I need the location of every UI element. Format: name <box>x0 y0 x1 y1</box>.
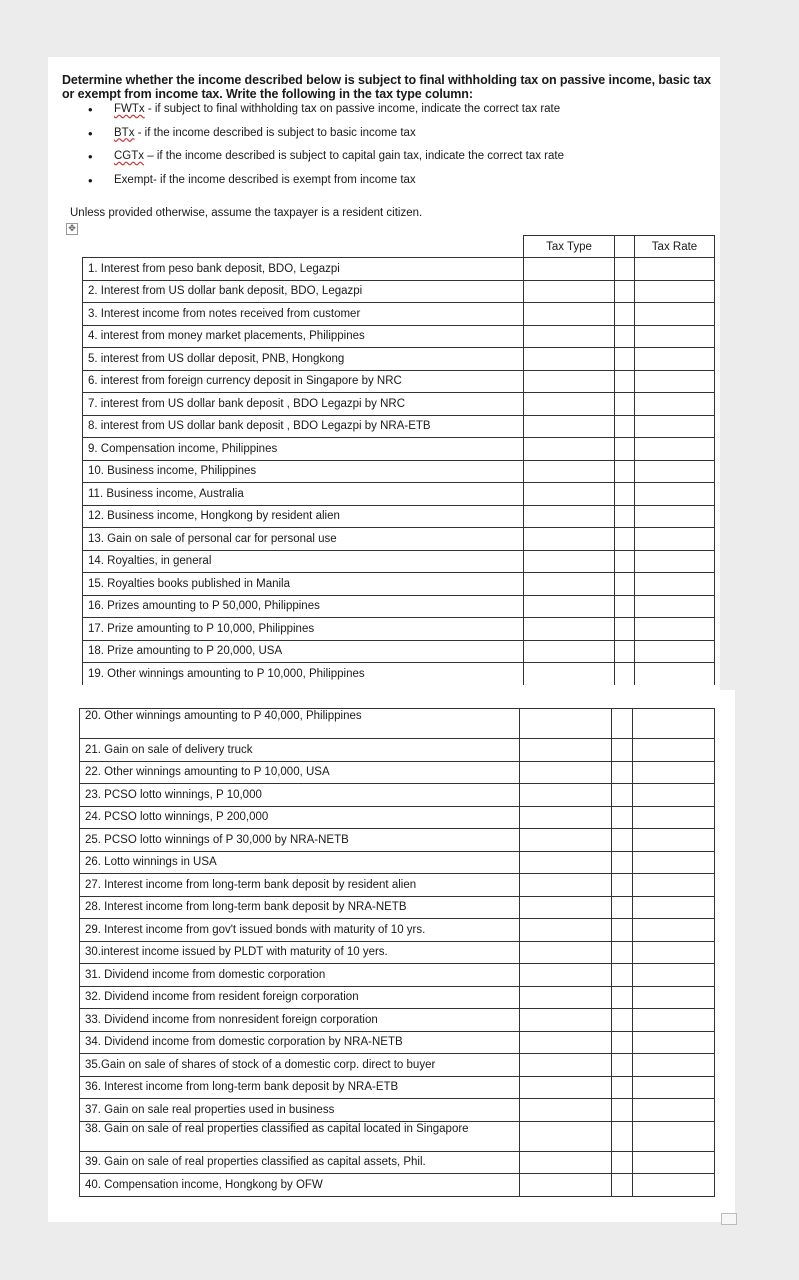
table-row <box>83 550 715 573</box>
spacer-cell <box>612 986 633 1009</box>
tax-rate-cell[interactable] <box>633 806 715 829</box>
table-row <box>83 573 715 596</box>
spacer-cell <box>612 1174 633 1197</box>
table-row <box>83 460 715 483</box>
tax-rate-cell[interactable] <box>633 851 715 874</box>
table-row <box>83 595 715 618</box>
question-text: 11. Business income, Australia <box>83 483 524 506</box>
spacer-cell <box>615 325 635 348</box>
table-row <box>83 528 715 551</box>
tax-type-cell[interactable] <box>524 663 615 685</box>
tax-type-cell[interactable] <box>524 280 615 303</box>
spacer-cell <box>615 393 635 416</box>
table-row <box>83 280 715 303</box>
spacer-cell <box>615 438 635 461</box>
table-row <box>80 829 715 852</box>
table-row <box>83 370 715 393</box>
table-row <box>80 1054 715 1077</box>
spacer-cell <box>612 1151 633 1174</box>
tax-type-cell[interactable] <box>524 415 615 438</box>
table-row <box>80 851 715 874</box>
question-text: 22. Other winnings amounting to P 10,000, USA <box>80 761 520 784</box>
question-text: 17. Prize amounting to P 10,000, Philippines <box>83 618 524 641</box>
column-header-tax-rate: Tax Rate <box>635 236 715 258</box>
question-text: 8. interest from US dollar bank deposit , BDO Legazpi by NRA-ETB <box>83 415 524 438</box>
tax-type-cell[interactable] <box>520 1174 612 1197</box>
spacer-cell <box>615 663 635 685</box>
question-text: 38. Gain on sale of real properties classified as capital located in Singapore <box>80 1121 520 1151</box>
question-text: 25. PCSO lotto winnings of P 30,000 by NRA-NETB <box>80 829 520 852</box>
bullet-text: Exempt- if the income described is exempt from income tax <box>114 173 416 186</box>
tax-type-cell[interactable] <box>524 460 615 483</box>
tax-type-cell[interactable] <box>520 784 612 807</box>
table-row <box>83 325 715 348</box>
tax-type-cell[interactable] <box>524 438 615 461</box>
table-row <box>80 1151 715 1174</box>
question-text: 30.interest income issued by PLDT with maturity of 10 yers. <box>80 941 520 964</box>
question-text: 19. Other winnings amounting to P 10,000, Philippines <box>83 663 524 685</box>
code-fwtx: FWTx <box>114 103 145 115</box>
questions-table-part-2 <box>79 708 715 1197</box>
spacer-cell <box>612 709 633 739</box>
question-text: 15. Royalties books published in Manila <box>83 573 524 596</box>
bullet-text: - if subject to final withholding tax on passive income, indicate the correct tax rate <box>144 103 561 115</box>
table-row <box>80 874 715 897</box>
question-text: 12. Business income, Hongkong by resident alien <box>83 505 524 528</box>
bullet-fwtx <box>88 103 564 127</box>
question-text: 39. Gain on sale of real properties classified as capital assets, Phil. <box>80 1151 520 1174</box>
spacer-cell <box>615 348 635 371</box>
instructions-heading: Determine whether the income described below is subject to final withholding tax on passive income, basic tax or exempt from income tax. Write the following in the tax type column: <box>62 73 711 101</box>
table-row <box>83 258 715 281</box>
spacer-cell <box>612 784 633 807</box>
assumption-note: Unless provided otherwise, assume the taxpayer is a resident citizen. <box>70 207 423 219</box>
document-page-2 <box>48 690 735 1222</box>
tax-rate-cell[interactable] <box>635 618 715 641</box>
tax-type-cell[interactable] <box>520 1009 612 1032</box>
question-text: 9. Compensation income, Philippines <box>83 438 524 461</box>
tax-rate-cell[interactable] <box>635 460 715 483</box>
tax-type-cell[interactable] <box>520 1151 612 1174</box>
tax-rate-cell[interactable] <box>635 258 715 281</box>
table-row <box>83 663 715 685</box>
question-text: 33. Dividend income from nonresident foreign corporation <box>80 1009 520 1032</box>
tax-rate-cell[interactable] <box>635 415 715 438</box>
tax-type-cell[interactable] <box>520 986 612 1009</box>
tax-type-cell[interactable] <box>520 829 612 852</box>
table-row <box>80 806 715 829</box>
tax-rate-cell[interactable] <box>633 874 715 897</box>
tax-rate-cell[interactable] <box>635 663 715 685</box>
bullet-text: – if the income described is subject to capital gain tax, indicate the correct tax rate <box>144 150 565 162</box>
table-row <box>80 1121 715 1151</box>
tax-type-cell[interactable] <box>520 941 612 964</box>
spacer-cell <box>612 851 633 874</box>
table-move-handle-icon[interactable]: ✥ <box>66 223 78 235</box>
tax-type-cell[interactable] <box>520 896 612 919</box>
tax-rate-cell[interactable] <box>633 829 715 852</box>
table-row <box>80 896 715 919</box>
spacer-cell <box>615 505 635 528</box>
tax-rate-cell[interactable] <box>633 1054 715 1077</box>
table-row <box>80 739 715 762</box>
tax-rate-cell[interactable] <box>633 964 715 987</box>
tax-rate-cell[interactable] <box>635 370 715 393</box>
spacer-cell <box>612 964 633 987</box>
code-btx: BTx <box>114 126 135 139</box>
tax-type-cell[interactable] <box>524 595 615 618</box>
code-cgtx: CGTx <box>114 150 145 162</box>
tax-type-cell[interactable] <box>524 370 615 393</box>
tax-rate-cell[interactable] <box>635 528 715 551</box>
question-text: 31. Dividend income from domestic corporation <box>80 964 520 987</box>
spacer-cell <box>612 874 633 897</box>
question-text: 29. Interest income from gov't issued bonds with maturity of 10 yrs. <box>80 919 520 942</box>
tax-type-cell[interactable] <box>520 1054 612 1077</box>
tax-rate-cell[interactable] <box>633 986 715 1009</box>
spacer-cell <box>612 761 633 784</box>
spacer-cell <box>615 415 635 438</box>
tax-rate-cell[interactable] <box>633 709 715 739</box>
table-row <box>80 709 715 739</box>
tax-type-cell[interactable] <box>520 874 612 897</box>
spacer-cell <box>615 550 635 573</box>
table-row <box>80 1009 715 1032</box>
tax-type-cell[interactable] <box>520 851 612 874</box>
tax-type-cell[interactable] <box>524 258 615 281</box>
tax-rate-cell[interactable] <box>635 573 715 596</box>
spacer-cell <box>615 573 635 596</box>
tax-type-cell[interactable] <box>524 528 615 551</box>
tax-rate-cell[interactable] <box>633 1174 715 1197</box>
question-text: 35.Gain on sale of shares of stock of a domestic corp. direct to buyer <box>80 1054 520 1077</box>
tax-rate-cell[interactable] <box>635 438 715 461</box>
question-text: 28. Interest income from long-term bank deposit by NRA-NETB <box>80 896 520 919</box>
table-row <box>83 640 715 663</box>
table-row <box>83 483 715 506</box>
tax-type-cell[interactable] <box>524 640 615 663</box>
spacer-cell <box>612 1076 633 1099</box>
tax-type-cell[interactable] <box>524 348 615 371</box>
table-row <box>83 505 715 528</box>
table-row <box>80 1099 715 1122</box>
table-row <box>83 303 715 326</box>
tax-type-cell[interactable] <box>520 1121 612 1151</box>
tax-rate-cell[interactable] <box>635 325 715 348</box>
table-row <box>80 941 715 964</box>
tax-rate-cell[interactable] <box>635 505 715 528</box>
spacer-cell <box>612 1099 633 1122</box>
spacer-cell <box>612 1009 633 1032</box>
table-row <box>80 919 715 942</box>
header-spacer <box>615 236 635 258</box>
tax-rate-cell[interactable] <box>633 1076 715 1099</box>
tax-type-cell[interactable] <box>524 550 615 573</box>
tax-type-cell[interactable] <box>520 761 612 784</box>
tax-rate-cell[interactable] <box>635 595 715 618</box>
table-row <box>80 761 715 784</box>
spacer-cell <box>615 280 635 303</box>
question-text: 36. Interest income from long-term bank deposit by NRA-ETB <box>80 1076 520 1099</box>
spacer-cell <box>612 829 633 852</box>
table-row <box>83 438 715 461</box>
question-text: 6. interest from foreign currency deposit in Singapore by NRC <box>83 370 524 393</box>
spacer-cell <box>612 941 633 964</box>
table-row <box>83 618 715 641</box>
tax-type-cell[interactable] <box>520 709 612 739</box>
question-text: 23. PCSO lotto winnings, P 10,000 <box>80 784 520 807</box>
tax-type-cell[interactable] <box>524 393 615 416</box>
question-text: 24. PCSO lotto winnings, P 200,000 <box>80 806 520 829</box>
tax-type-cell[interactable] <box>520 964 612 987</box>
question-text: 1. Interest from peso bank deposit, BDO, Legazpi <box>83 258 524 281</box>
questions-table-part-1 <box>82 235 715 685</box>
table-row <box>83 415 715 438</box>
question-text: 3. Interest income from notes received from customer <box>83 303 524 326</box>
tax-rate-cell[interactable] <box>633 784 715 807</box>
bullet-text: - if the income described is subject to basic income tax <box>134 126 416 139</box>
table-row <box>80 964 715 987</box>
tax-rate-cell[interactable] <box>635 483 715 506</box>
spacer-cell <box>615 303 635 326</box>
spacer-cell <box>615 258 635 281</box>
tax-type-cell[interactable] <box>524 483 615 506</box>
tax-rate-cell[interactable] <box>635 348 715 371</box>
table-row <box>83 348 715 371</box>
tax-type-cell[interactable] <box>524 573 615 596</box>
table-row <box>80 986 715 1009</box>
table-row <box>80 1174 715 1197</box>
question-text: 2. Interest from US dollar bank deposit, BDO, Legazpi <box>83 280 524 303</box>
spacer-cell <box>612 806 633 829</box>
tax-rate-cell[interactable] <box>633 761 715 784</box>
bullet-cgtx <box>88 150 564 174</box>
spacer-cell <box>615 595 635 618</box>
spacer-cell <box>615 618 635 641</box>
spacer-cell <box>612 1031 633 1054</box>
tax-type-cell[interactable] <box>520 1076 612 1099</box>
question-text: 14. Royalties, in general <box>83 550 524 573</box>
tax-rate-cell[interactable] <box>633 739 715 762</box>
table-row <box>83 393 715 416</box>
question-text: 21. Gain on sale of delivery truck <box>80 739 520 762</box>
tax-rate-cell[interactable] <box>635 393 715 416</box>
resize-handle-icon[interactable] <box>721 1213 737 1225</box>
spacer-cell <box>612 1121 633 1151</box>
spacer-cell <box>612 896 633 919</box>
question-text: 18. Prize amounting to P 20,000, USA <box>83 640 524 663</box>
tax-type-cell[interactable] <box>520 919 612 942</box>
spacer-cell <box>615 483 635 506</box>
question-text: 20. Other winnings amounting to P 40,000, Philippines <box>80 709 520 739</box>
question-text: 7. interest from US dollar bank deposit , BDO Legazpi by NRC <box>83 393 524 416</box>
tax-rate-cell[interactable] <box>635 303 715 326</box>
question-text: 32. Dividend income from resident foreign corporation <box>80 986 520 1009</box>
tax-rate-cell[interactable] <box>633 1151 715 1174</box>
tax-type-cell[interactable] <box>524 325 615 348</box>
spacer-cell <box>612 919 633 942</box>
tax-type-cell[interactable] <box>524 505 615 528</box>
question-text: 4. interest from money market placements, Philippines <box>83 325 524 348</box>
spacer-cell <box>615 460 635 483</box>
tax-type-cell[interactable] <box>524 303 615 326</box>
question-text: 37. Gain on sale real properties used in business <box>80 1099 520 1122</box>
spacer-cell <box>615 640 635 663</box>
question-text: 5. interest from US dollar deposit, PNB, Hongkong <box>83 348 524 371</box>
document-page-1 <box>48 57 720 690</box>
tax-type-cell[interactable] <box>520 1031 612 1054</box>
table-header-row <box>83 236 715 258</box>
spacer-cell <box>615 528 635 551</box>
question-text: 13. Gain on sale of personal car for personal use <box>83 528 524 551</box>
tax-rate-cell[interactable] <box>633 919 715 942</box>
question-text: 34. Dividend income from domestic corporation by NRA-NETB <box>80 1031 520 1054</box>
tax-rate-cell[interactable] <box>633 1099 715 1122</box>
table-row <box>80 784 715 807</box>
spacer-cell <box>615 370 635 393</box>
tax-type-cell[interactable] <box>520 806 612 829</box>
tax-rate-cell[interactable] <box>635 640 715 663</box>
bullet-btx <box>88 127 564 151</box>
tax-rate-cell[interactable] <box>633 1009 715 1032</box>
spacer-cell <box>612 1054 633 1077</box>
tax-rate-cell[interactable] <box>633 896 715 919</box>
tax-code-list <box>88 103 564 197</box>
tax-type-cell[interactable] <box>520 739 612 762</box>
tax-type-cell[interactable] <box>524 618 615 641</box>
tax-rate-cell[interactable] <box>635 550 715 573</box>
tax-rate-cell[interactable] <box>633 1031 715 1054</box>
header-blank <box>83 236 524 258</box>
tax-type-cell[interactable] <box>520 1099 612 1122</box>
column-header-tax-type: Tax Type <box>524 236 615 258</box>
tax-rate-cell[interactable] <box>635 280 715 303</box>
question-text: 27. Interest income from long-term bank deposit by resident alien <box>80 874 520 897</box>
tax-rate-cell[interactable] <box>633 1121 715 1151</box>
table-row <box>80 1031 715 1054</box>
question-text: 16. Prizes amounting to P 50,000, Philippines <box>83 595 524 618</box>
question-text: 10. Business income, Philippines <box>83 460 524 483</box>
table-row <box>80 1076 715 1099</box>
bullet-exempt <box>88 174 564 198</box>
question-text: 40. Compensation income, Hongkong by OFW <box>80 1174 520 1197</box>
tax-rate-cell[interactable] <box>633 941 715 964</box>
spacer-cell <box>612 739 633 762</box>
question-text: 26. Lotto winnings in USA <box>80 851 520 874</box>
